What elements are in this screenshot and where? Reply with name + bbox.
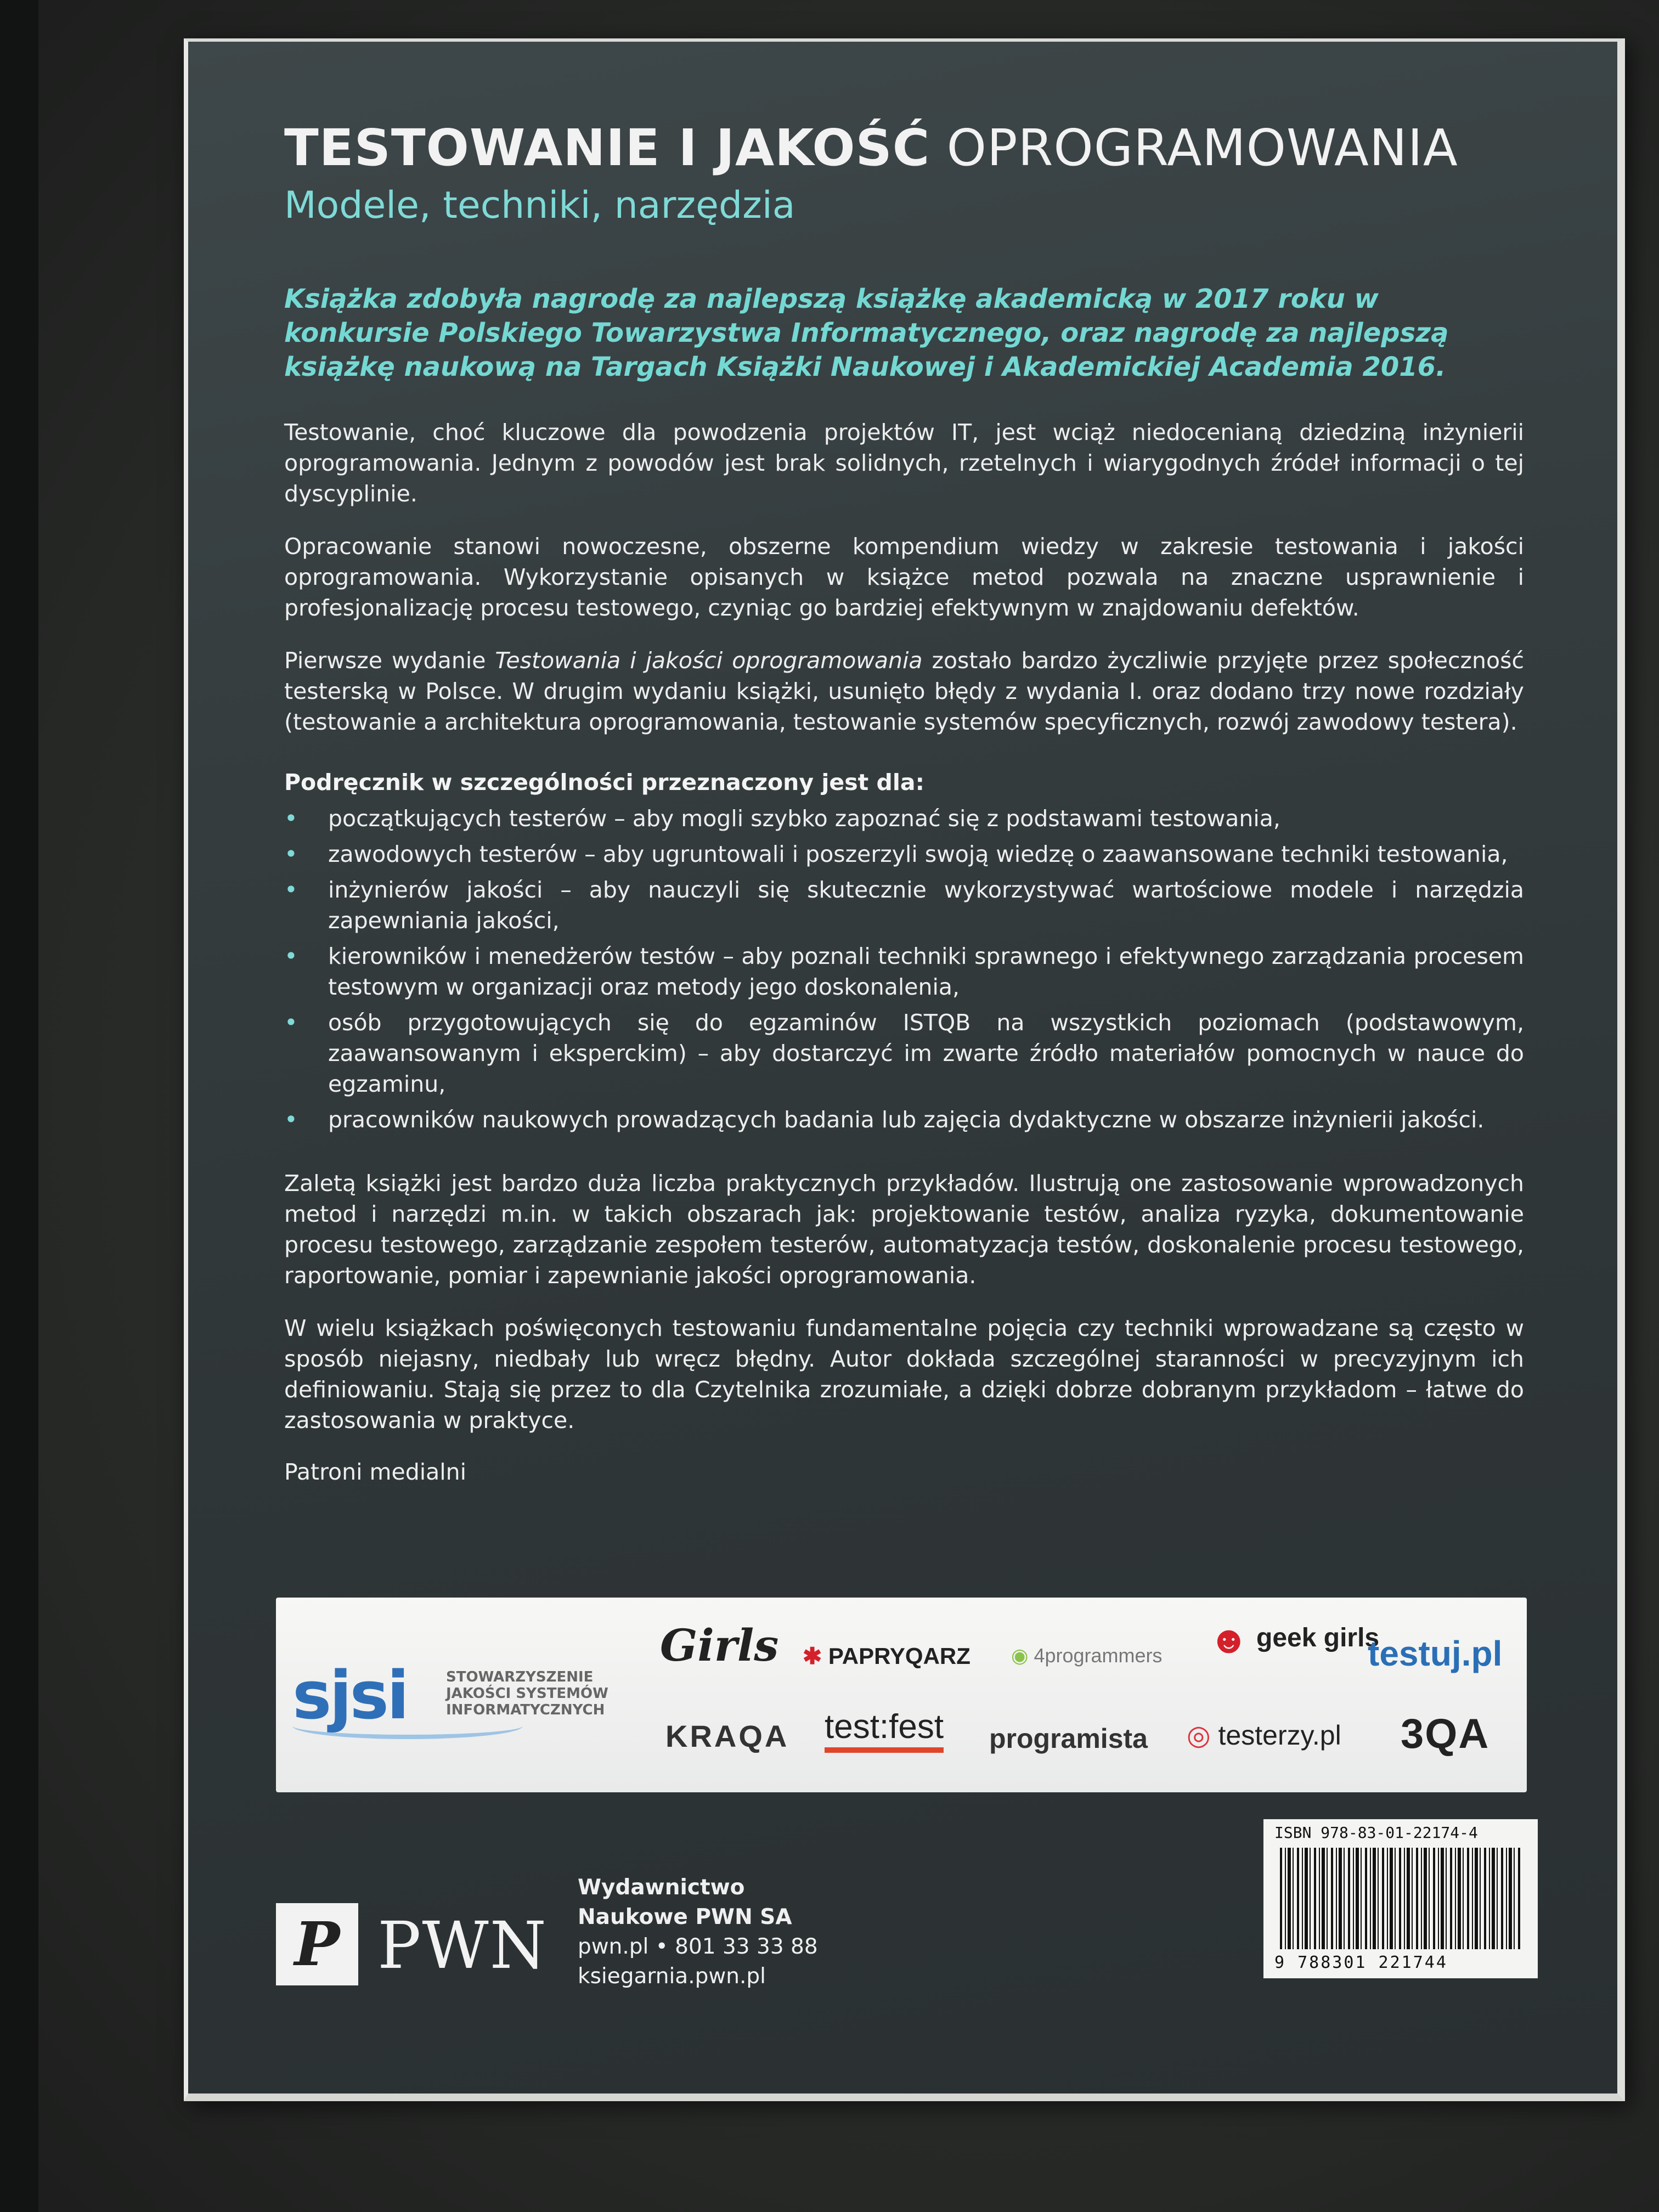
sjsi-logo xyxy=(292,1641,622,1751)
bullet-icon: • xyxy=(284,840,298,867)
book-subtitle: Modele, techniki, narzędzia xyxy=(284,184,795,227)
list-item xyxy=(284,1007,1524,1099)
girls-who-test-logo: Girls xyxy=(660,1620,779,1671)
testerzy-icon: ◎ xyxy=(1187,1720,1211,1751)
4programmers-logo xyxy=(1011,1644,1163,1667)
audience-list xyxy=(284,803,1524,1135)
left-shadow-edge xyxy=(0,0,38,2212)
cover-text-block xyxy=(284,119,1524,1485)
3qa-logo: 3QA xyxy=(1401,1711,1490,1757)
4programmers-text: 4programmers xyxy=(1034,1644,1163,1667)
description-paragraph-5: W wielu książkach poświęconych testowaniu fundamentalne pojęcia czy techniki wprowadzane są często w sposób niejasny, niedbały lub wręcz błędny. Autor dokłada szczególnej staranności w precyzyjnym ich definiowaniu. Stają się przez to dla Czytelnika zrozumiałe, a dzięki dobrze dobranym przykładom – łatwe do zastosowania w praktyce. xyxy=(284,1315,1524,1434)
geek-girls-carrots-logo xyxy=(1209,1618,1380,1661)
kraqa-logo: KRAQA xyxy=(665,1719,789,1753)
para3-intro: Pierwsze wydanie xyxy=(284,647,495,674)
list-item xyxy=(284,874,1524,936)
publisher-name-line-1: Wydawnictwo xyxy=(578,1875,745,1900)
publisher-name-line-2: Naukowe PWN SA xyxy=(578,1905,792,1929)
media-patrons-logos xyxy=(276,1598,1527,1792)
barcode-icon xyxy=(1280,1848,1521,1949)
book-back-cover xyxy=(184,38,1625,2101)
list-item-text: osób przygotowujących się do egzaminów ISTQB na wszystkich poziomach (podstawowym, zaawansowanym i eksperckim) – aby dostarczyć im zwarte źródło materiałów pomocnych w nauce do egzaminu, xyxy=(328,1009,1524,1097)
publisher-contact: pwn.pl • 801 33 33 88 xyxy=(578,1934,818,1959)
isbn-number: ISBN 978-83-01-22174-4 xyxy=(1274,1824,1478,1842)
title-thin-part: OPROGRAMOWANIA xyxy=(946,119,1458,177)
papryqarz-text: PAPRYQARZ xyxy=(828,1643,970,1669)
isbn-barcode-label xyxy=(1263,1819,1538,1978)
bullet-icon: • xyxy=(284,876,298,903)
description-paragraph-2: Opracowanie stanowi nowoczesne, obszerne kompendium wiedzy w zakresie testowania i jakości oprogramowania. Wykorzystanie opisanych w książce metod pozwala na znaczne usprawnienie i profesjonalizację procesu testowego, czyniąc go bardziej efektywnym w znajdowaniu defektów. xyxy=(284,533,1524,621)
list-item xyxy=(284,1104,1524,1135)
papryqarz-logo xyxy=(803,1643,970,1669)
publisher-info xyxy=(578,1873,907,1991)
list-item xyxy=(284,839,1524,870)
glasses-face-icon: ☻ xyxy=(1209,1618,1249,1661)
title-bold-part: TESTOWANIE I JAKOŚĆ xyxy=(284,119,930,177)
testuj-pl-logo: testuj.pl xyxy=(1368,1634,1503,1673)
audience-heading: Podręcznik w szczególności przeznaczony jest dla: xyxy=(284,769,924,795)
sjsi-full-name: STOWARZYSZENIE JAKOŚCI SYSTEMÓW INFORMATYCZNYCH xyxy=(446,1669,608,1718)
bullet-icon: • xyxy=(284,1009,298,1036)
programista-logo: programista xyxy=(989,1723,1148,1754)
bullet-icon: • xyxy=(284,943,298,969)
bullet-icon: • xyxy=(284,805,298,832)
testfest-logo: test:fest xyxy=(825,1707,944,1753)
list-item-text: pracowników naukowych prowadzących badania lub zajęcia dydaktyczne w obszarze inżynierii jakości. xyxy=(328,1107,1485,1133)
description-paragraph-1: Testowanie, choć kluczowe dla powodzenia projektów IT, jest wciąż niedocenianą dziedziną inżynierii oprogramowania. Jednym z powodów jest brak solidnych, rzetelnych i wiarygodnych źródeł informacji o tej dyscyplinie. xyxy=(284,419,1524,507)
book-title xyxy=(284,119,1524,177)
list-item-text: inżynierów jakości – aby nauczyli się skutecznie wykorzystywać wartościowe modele i narzędzia zapewniania jakości, xyxy=(328,877,1524,934)
geek-girls-text: geek girls xyxy=(1256,1623,1380,1652)
4programmers-icon: ◉ xyxy=(1011,1644,1029,1667)
barcode-digits: 9 788301 221744 xyxy=(1274,1953,1448,1972)
description-paragraph-4: Zaletą książki jest bardzo duża liczba praktycznych przykładów. Ilustrują one zastosowanie wprowadzonych metod i narzędzi m.in. w takich obszarach jak: projektowanie testów, analiza ryzyka, dokumentowanie procesu testowego, zarządzanie zespołem testerów, automatyzacja testów, doskonalenie procesu testowego, raportowanie, pomiar i zapewnianie jakości oprogramowania. xyxy=(284,1170,1524,1289)
sjsi-mark: sjsi xyxy=(292,1658,408,1734)
testerzy-pl-logo xyxy=(1187,1719,1341,1751)
description-paragraph-3 xyxy=(284,645,1524,737)
pwn-mark-icon: P xyxy=(276,1903,358,1985)
pwn-logo xyxy=(276,1903,548,1985)
list-item-text: początkujących testerów – aby mogli szybko zapoznać się z podstawami testowania, xyxy=(328,805,1280,832)
para3-rest: zostało bardzo życzliwie przyjęte przez społeczność testerską w Polsce. W drugim wydaniu książki, usunięto błędy z wydania I. oraz dodano trzy nowe rozdziały (testowanie a architektura oprogramowania, testowanie systemów specyficznych, rozwój zawodowy testera). xyxy=(284,647,1524,735)
list-item-text: kierowników i menedżerów testów – aby poznali techniki sprawnego i efektywnego zarządzania procesem testowym w organizacji oraz metody jego doskonalenia, xyxy=(328,943,1524,1000)
list-item xyxy=(284,803,1524,834)
list-item-text: zawodowych testerów – aby ugruntowali i poszerzyli swoją wiedzę o zaawansowane techniki testowania, xyxy=(328,841,1508,867)
testerzy-text: testerzy.pl xyxy=(1218,1720,1341,1751)
media-patrons-label: Patroni medialni xyxy=(284,1459,467,1485)
bug-icon: ✱ xyxy=(803,1643,822,1669)
bullet-icon: • xyxy=(284,1106,298,1133)
para3-book-title: Testowania i jakości oprogramowania xyxy=(495,647,923,674)
pwn-wordmark: PWN xyxy=(377,1908,548,1983)
list-item xyxy=(284,941,1524,1002)
award-statement: Książka zdobyła nagrodę za najlepszą książkę akademicką w 2017 roku w konkursie Polskiego Towarzystwa Informatycznego, oraz nagrodę za najlepszą książkę naukową na Targach Książki Naukowej i Akademickiej Academia 2016. xyxy=(284,284,1449,382)
publisher-shop: ksiegarnia.pwn.pl xyxy=(578,1964,766,1989)
